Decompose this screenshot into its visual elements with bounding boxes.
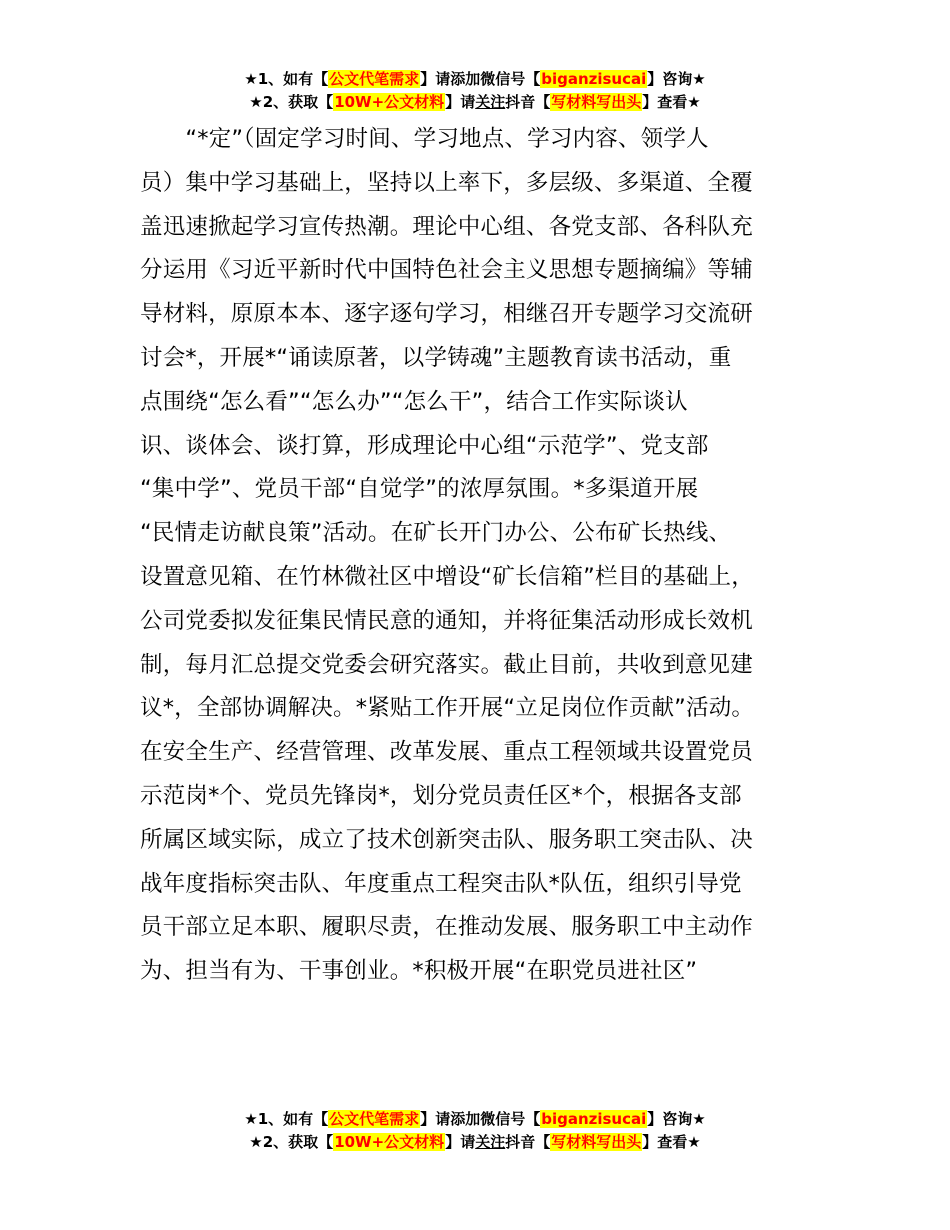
body-line: 员）集中学习基础上，坚持以上率下，多层级、多渠道、全覆 (140, 169, 753, 196)
body-line: 战年度指标突击队、年度重点工程突击队*队伍，组织引导党 (140, 870, 742, 897)
banner-text: 】咨询★ (647, 1110, 706, 1128)
banner-highlight: 10W+公文材料 (334, 1133, 445, 1151)
banner-underlined-text: 关注 (475, 93, 506, 111)
banner-line-1 (0, 69, 950, 92)
banner-text: 】请 (445, 93, 476, 111)
banner-text: ★2、获取【 (249, 93, 334, 111)
body-line: 制，每月汇总提交党委会研究落实。截止目前，共收到意见建 (140, 651, 753, 678)
body-line: 分运用《习近平新时代中国特色社会主义思想专题摘编》等辅 (140, 257, 753, 284)
banner-line-2 (0, 1132, 950, 1155)
body-line: 为、担当有为、干事创业。*积极开展“在职党员进社区” (140, 958, 698, 985)
footer-banner (0, 1109, 950, 1155)
banner-text: 】查看★ (642, 1133, 701, 1151)
body-line: “集中学”、党员干部“自觉学”的浓厚氛围。*多渠道开展 (140, 476, 699, 503)
banner-highlight: 写材料写出头 (551, 1133, 642, 1151)
body-line: 所属区域实际，成立了技术创新突击队、服务职工突击队、决 (140, 826, 753, 853)
body-line: 在安全生产、经营管理、改革发展、重点工程领域共设置党员 (140, 739, 753, 766)
banner-highlight: 公文代笔需求 (329, 1110, 420, 1128)
body-line: “*定”（固定学习时间、学习地点、学习内容、领学人 (140, 126, 709, 152)
document-body (140, 118, 835, 994)
banner-text: 】请添加微信号【 (420, 1110, 541, 1128)
banner-underlined-text: 关注 (475, 1133, 506, 1151)
banner-text: ★2、获取【 (249, 1133, 334, 1151)
banner-highlight: biganzisucai (541, 1110, 647, 1128)
banner-text: 抖音【 (505, 1133, 551, 1151)
banner-text: 抖音【 (505, 93, 551, 111)
body-line: 设置意见箱、在竹林微社区中增设“矿长信箱”栏目的基础上， (140, 563, 754, 590)
body-line: 盖迅速掀起学习宣传热潮。理论中心组、各党支部、各科队充 (140, 213, 753, 240)
banner-highlight: biganzisucai (541, 70, 647, 88)
banner-text: 】咨询★ (647, 70, 706, 88)
body-line: 公司党委拟发征集民情民意的通知，并将征集活动形成长效机 (140, 607, 753, 634)
body-line: 点围绕“怎么看”“怎么办”“怎么干”，结合工作实际谈认 (140, 388, 688, 415)
banner-text: ★1、如有【 (244, 1110, 329, 1128)
banner-highlight: 10W+公文材料 (334, 93, 445, 111)
banner-text: 】请 (445, 1133, 476, 1151)
header-banner (0, 69, 950, 115)
body-line: 员干部立足本职、履职尽责，在推动发展、服务职工中主动作 (140, 914, 753, 941)
banner-highlight: 公文代笔需求 (329, 70, 420, 88)
body-line: “民情走访献良策”活动。在矿长开门办公、公布矿长热线、 (140, 520, 732, 547)
banner-text: ★1、如有【 (244, 70, 329, 88)
body-line: 识、谈体会、谈打算，形成理论中心组“示范学”、党支部 (140, 432, 709, 459)
body-line: 讨会*，开展*“诵读原著，以学铸魂”主题教育读书活动，重 (140, 344, 732, 371)
body-line: 导材料，原原本本、逐字逐句学习，相继召开专题学习交流研 (140, 301, 753, 328)
banner-line-1 (0, 1109, 950, 1132)
banner-text: 】请添加微信号【 (420, 70, 541, 88)
banner-highlight: 写材料写出头 (551, 93, 642, 111)
banner-line-2 (0, 92, 950, 115)
body-line: 示范岗*个、党员先锋岗*，划分党员责任区*个，根据各支部 (140, 782, 742, 809)
body-line: 议*，全部协调解决。*紧贴工作开展“立足岗位作贡献”活动。 (140, 695, 755, 722)
banner-text: 】查看★ (642, 93, 701, 111)
